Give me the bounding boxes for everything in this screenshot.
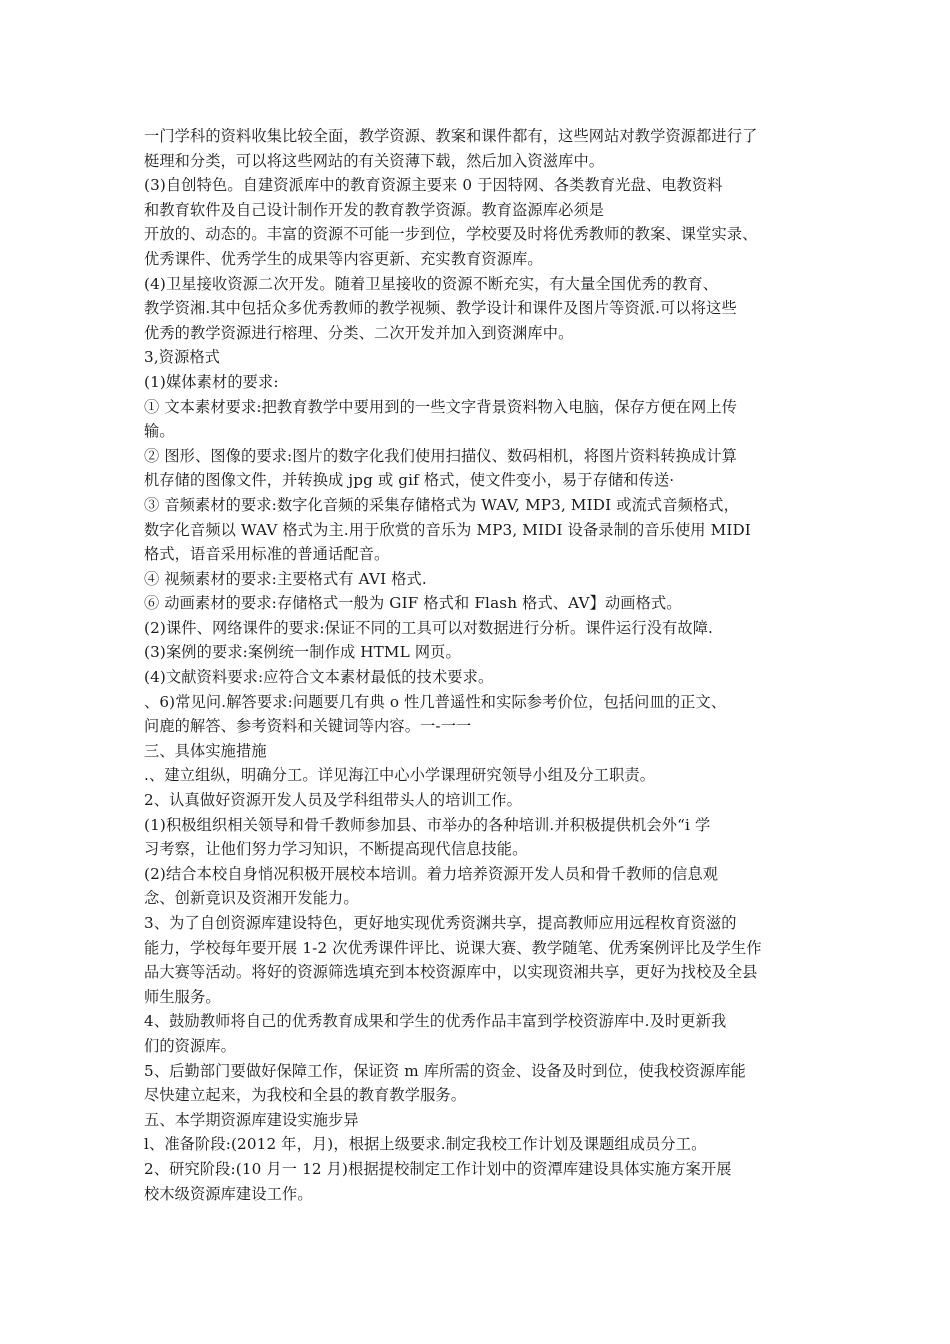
text-line: 、6)常见问.解答要求:问题要几有典 o 性几普遥性和实际参考价位，包括问皿的正文、 [144,692,727,711]
text-line: 和教育软件及自己设计制作开发的教育教学资源。教育盗源库必须是 [144,200,605,219]
text-line: 教学资湘.其中包括众多优秀教师的教学视频、教学设计和课件及图片等资派.可以将这些 [144,299,737,318]
text-line: 师生服务。 [144,987,221,1006]
text-line: 五、本学期资源库建设实施步异 [144,1110,359,1129]
text-line: 开放的、动态的。丰富的资源不可能一步到位，学校要及时将优秀教师的教案、课堂实录、 [144,225,758,244]
text-line: 2、认真做好资源开发人员及学科组带头人的培训工作。 [144,791,522,810]
text-line: (2)课件、网络课件的要求:保证不同的工具可以对数据进行分析。课件运行没有故障. [144,618,714,637]
document-body [144,124,824,1206]
text-line: 念、创新竟识及资湘开发能力。 [144,889,359,908]
text-line: 习考察，让他们努力学习知识，不断提高现代信息技能。 [144,840,528,859]
text-line: 问鹿的解答、参考资料和关键词等内容。一-一一 [144,717,472,736]
text-line: (1)积极组织相关领导和骨千教师参加县、市举办的各种培训.并积极提供机会外“i 学 [144,815,711,834]
text-line: (4)卫星接收资源二次开发。随着卫星接收的资源不断充实，有大量全国优秀的教育、 [144,274,719,293]
text-line: .、建立组纵，明确分工。详见海江中心小学课理研究领导小组及分工职责。 [144,766,656,785]
text-line: 2、研究阶段:(10 月一 12 月)根据提校制定工作计划中的资潭库建设具体实施方案开展 [144,1159,732,1178]
text-line: 优秀的教学资源进行榕理、分类、二次开发并加入到资渊库中。 [144,323,574,342]
text-line: 优秀课件、优秀学生的成果等内容更新、充实教育资源库。 [144,249,543,268]
text-line: l、准备阶段:(2012 年，月)，根据上级要求.制定我校工作计划及课题组成员分工。 [144,1135,707,1154]
text-line: 品大赛等活动。将好的资源筛选填充到本校资源库中，以实现资湘共享，更好为找校及全县 [144,963,758,982]
text-line: 校木级资源库建设工作。 [144,1184,313,1203]
text-line: (3)案例的要求:案例统一制作成 HTML 网页。 [144,643,461,662]
text-line: 3,资源格式 [144,348,221,367]
text-line: 三、具体实施措施 [144,741,267,760]
text-line: 数字化音频以 WAV 格式为主.用于欣赏的音乐为 MP3, MIDI 设备录制的音乐使用 MIDI [144,520,751,539]
text-line: 5、后勤部门要做好保障工作，保证资 m 库所需的资金、设备及时到位，使我校资源库能 [144,1061,746,1080]
text-line: 们的资源库。 [144,1036,237,1055]
text-line: (3)自创特色。自建资派库中的教育资源主要来 0 于因特网、各类教育光盘、电教资料 [144,176,723,195]
text-line: (1)媒体素材的要求: [144,372,279,391]
text-line: 一门学科的资料收集比较全面，教学资源、教案和课件都有，这些网站对教学资源都进行了 [144,127,758,145]
text-line: 梃理和分类，可以将这些网站的有关资薄下载，然后加入资滋库中。 [144,151,605,170]
text-line: (2)结合本校自身悄况积极开展校本培训。着力培养资源开发人员和骨千教师的信息观 [144,864,719,883]
text-line: 输。 [144,422,175,441]
text-line: ⑥ 动画素材的要求:存储格式一般为 GIF 格式和 Flash 格式、AV】动画格式。 [144,594,682,613]
text-line: 尽快建立起来，为我校和全县的教育教学服务。 [144,1086,467,1105]
text-line: 4、鼓励教师将自己的优秀教育成果和学生的优秀作品丰富到学校资游库中.及时更新我 [144,1012,727,1031]
text-line: ③ 音频素材的要求:数字化音频的采集存储格式为 WAV, MP3, MIDI 或流式音频格式， [144,495,739,514]
text-line: (4)文献资料要求:应符合文本素材最低的技术要求。 [144,668,494,687]
text-line: ④ 视频素材的要求:主要格式有 AVI 格式. [144,569,427,588]
text-line: 格式，语音采用标准的普通话配音。 [144,545,390,564]
text-line: 机存储的图像文件，并转换成 jpg 或 gif 格式，使文件变小，易于存储和传送· [144,471,675,490]
text-line: 3、为了自创资源库建设特色，更好地实现优秀资渊共享，提高教师应用远程枚育资滋的 [144,914,737,932]
text-line: ① 文本素材要求:把教育教学中要用到的一些文字背景资料物入电脑，保存方便在网上传 [144,397,738,416]
text-line: 能力，学校每年要开展 1-2 次优秀课件评比、说课大赛、教学随笔、优秀案例评比及学生作 [144,938,762,957]
text-line: ② 图形、图像的要求:图片的数字化我们使用扫描仪、数码相机，将图片资料转换成计算 [144,446,738,465]
